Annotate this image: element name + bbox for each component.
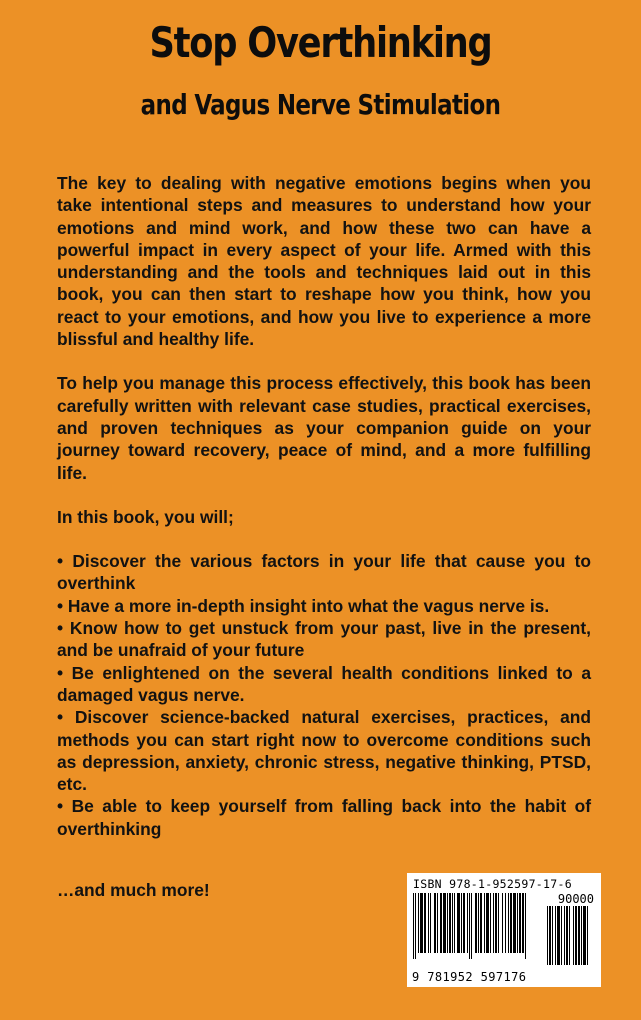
blurb-paragraph-2: To help you manage this process effectively, this book has been carefully written with relevant case studies, practical exercises, and proven techniques as your companion guide on your journey toward recovery, peace of mind, and a more fulfilling life.	[57, 373, 591, 483]
price-code: 90000	[557, 892, 594, 906]
isbn-barcode	[407, 873, 601, 987]
blurb	[57, 172, 591, 840]
benefit-item: • Be enlightened on the several health conditions linked to a damaged vagus nerve.	[57, 662, 591, 707]
benefit-item: • Discover science-backed natural exercises, practices, and methods you can start right now to overcome conditions such as depression, anxiety, chronic stress, negative thinking, PTSD, etc.	[57, 706, 591, 795]
benefit-item: • Know how to get unstuck from your past, live in the present, and be unafraid of your future	[57, 617, 591, 662]
blurb-paragraph-1: The key to dealing with negative emotions begins when you take intentional steps and measures to understand how your emotions and mind work, and how these two can have a powerful impact in every aspect of your life. Armed with this understanding and the tools and techniques laid out in this book, you can then start to reshape how you think, how you react to your emotions, and how you live to experience a more blissful and healthy life.	[57, 173, 591, 350]
barcode-digits: 9 781952 597176	[412, 970, 527, 984]
barcode-addon-bars	[547, 906, 595, 965]
barcode-bars	[413, 893, 543, 965]
closing-line: …and much more!	[57, 880, 210, 900]
benefit-item: • Discover the various factors in your life that cause you to overthink	[57, 550, 591, 595]
isbn-label: ISBN 978-1-952597-17-6	[413, 877, 572, 891]
bullet-lead-in: In this book, you will;	[57, 506, 234, 527]
benefit-list	[57, 550, 591, 840]
benefit-item: • Be able to keep yourself from falling back into the habit of overthinking	[57, 795, 591, 840]
book-title: Stop Overthinking	[149, 18, 492, 67]
book-subtitle: and Vagus Nerve Stimulation	[140, 88, 501, 121]
benefit-item: • Have a more in-depth insight into what the vagus nerve is.	[57, 595, 591, 617]
